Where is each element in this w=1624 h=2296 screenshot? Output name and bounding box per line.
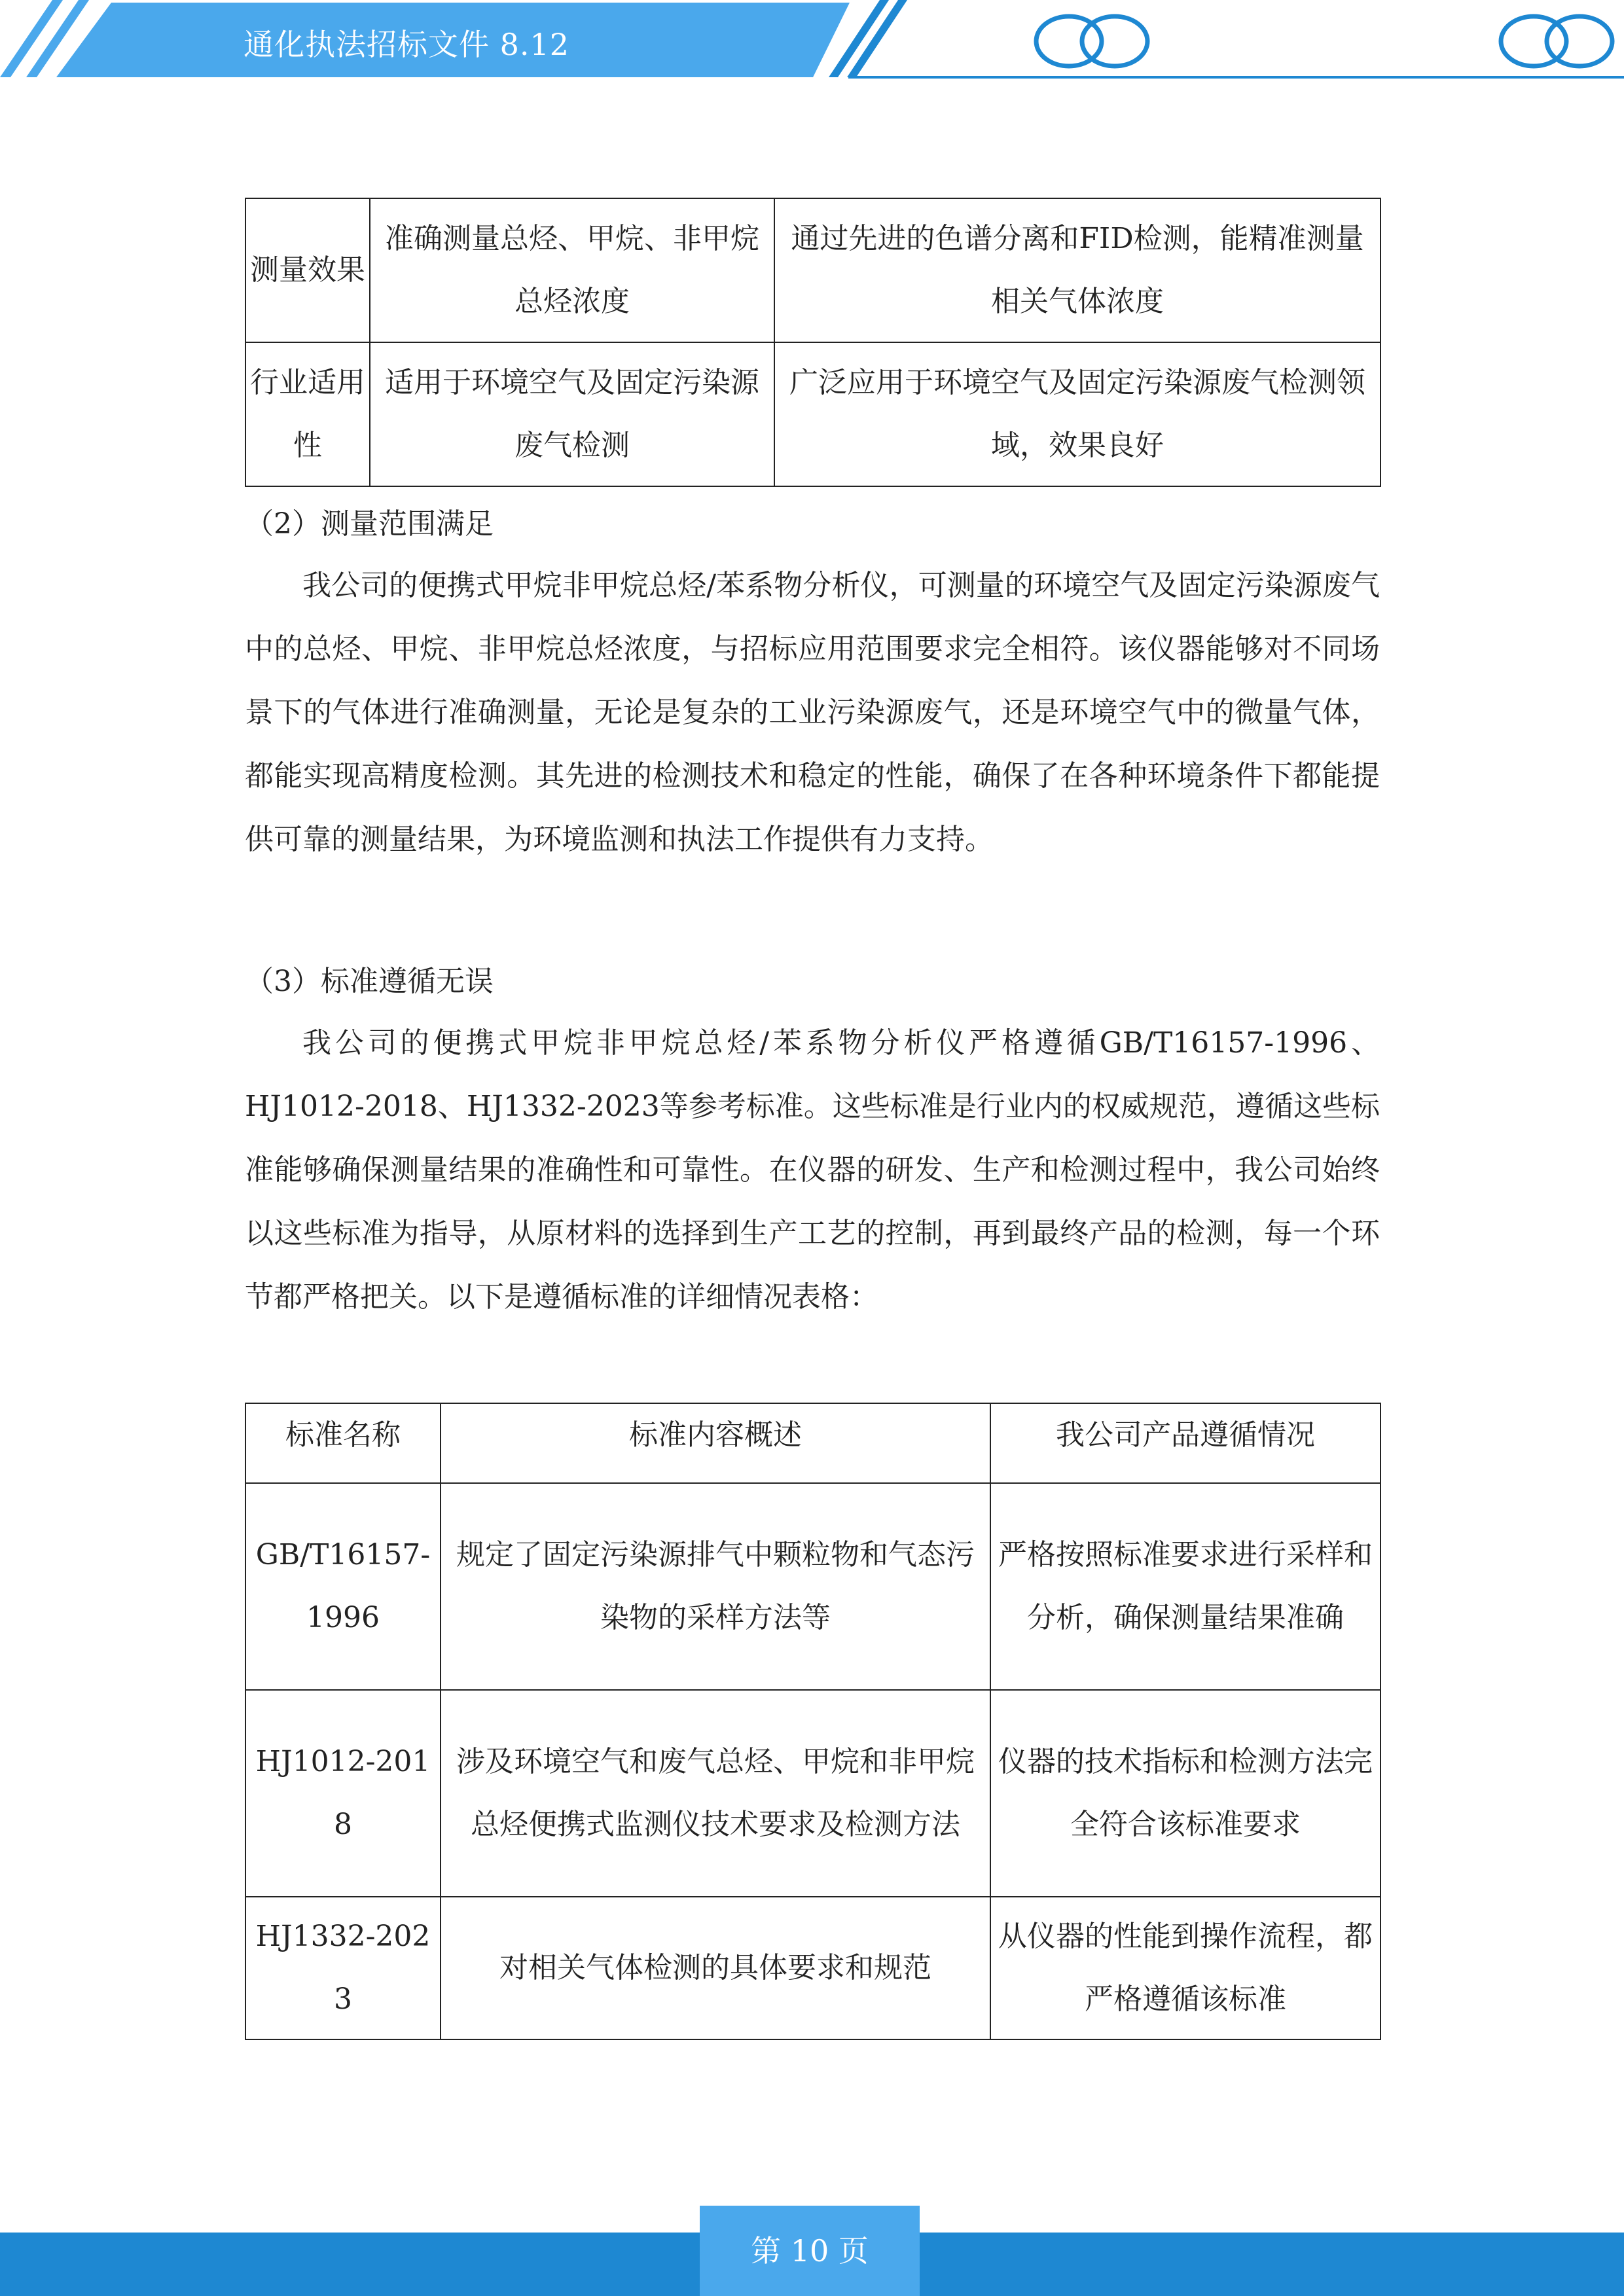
table-cell: 对相关气体检测的具体要求和规范: [441, 1897, 990, 2039]
table-cell: 广泛应用于环境空气及固定污染源废气检测领域，效果良好: [774, 342, 1380, 486]
section-heading-3: （3）标准遵循无误: [245, 965, 494, 998]
section-paragraph-2: 我公司的便携式甲烷非甲烷总烃/苯系物分析仪，可测量的环境空气及固定污染源废气中的总烃、甲烷、非甲烷总烃浓度，与招标应用范围要求完全相符。该仪器能够对不同场景下的气体进行准确测量，无论是复杂的工业污染源废气，还是环境空气中的微量气体，都能实现高精度检测。其先进的检测技术和稳定的性能，确保了在各种环境条件下都能提供可靠的测量结果，为环境监测和执法工作提供有力支持。: [245, 569, 1380, 856]
table-row: [245, 342, 1380, 486]
table-cell: 涉及环境空气和废气总烃、甲烷和非甲烷总烃便携式监测仪技术要求及检测方法: [441, 1690, 990, 1897]
table-cell: 从仪器的性能到操作流程，都严格遵循该标准: [990, 1897, 1380, 2039]
table-cell: 严格按照标准要求进行采样和分析，确保测量结果准确: [990, 1483, 1380, 1690]
table-header-cell: 我公司产品遵循情况: [990, 1403, 1380, 1483]
document-title: 通化执法招标文件 8.12: [244, 27, 570, 62]
table-cell: 适用于环境空气及固定污染源废气检测: [370, 342, 774, 486]
feature-table: [245, 198, 1380, 487]
rings-logo-2: [1501, 16, 1612, 66]
table-row: [245, 1690, 1380, 1897]
table-cell: 测量效果: [245, 198, 370, 342]
table-header-cell: 标准名称: [245, 1403, 441, 1483]
table-header-cell: 标准内容概述: [441, 1403, 990, 1483]
page-number: 第 10 页: [700, 2206, 920, 2296]
table-cell: 通过先进的色谱分离和FID检测，能精准测量相关气体浓度: [774, 198, 1380, 342]
section-heading-2: （2）测量范围满足: [245, 507, 494, 541]
table-row: [245, 1897, 1380, 2039]
feature-table-grid: [245, 198, 1381, 487]
table-cell: 准确测量总烃、甲烷、非甲烷总烃浓度: [370, 198, 774, 342]
page-header: [0, 0, 1624, 85]
rings-logo-1: [1036, 16, 1147, 66]
table-row: [245, 198, 1380, 342]
table-header-row: [245, 1403, 1380, 1483]
standards-table: [245, 1403, 1380, 2040]
table-row: [245, 1483, 1380, 1690]
table-cell: 仪器的技术指标和检测方法完全符合该标准要求: [990, 1690, 1380, 1897]
section-paragraph-3: 我公司的便携式甲烷非甲烷总烃/苯系物分析仪严格遵循GB/T16157-1996、HJ1012-2018、HJ1332-2023等参考标准。这些标准是行业内的权威规范，遵循这些标准能够确保测量结果的准确性和可靠性。在仪器的研发、生产和检测过程中，我公司始终以这些标准为指导，从原材料的选择到生产工艺的控制，再到最终产品的检测，每一个环节都严格把关。以下是遵循标准的详细情况表格：: [245, 1026, 1380, 1314]
table-cell: HJ1332-2023: [245, 1897, 441, 2039]
table-cell: 行业适用性: [245, 342, 370, 486]
standards-table-grid: [245, 1403, 1381, 2040]
table-cell: HJ1012-2018: [245, 1690, 441, 1897]
table-cell: GB/T16157-1996: [245, 1483, 441, 1690]
table-cell: 规定了固定污染源排气中颗粒物和气态污染物的采样方法等: [441, 1483, 990, 1690]
